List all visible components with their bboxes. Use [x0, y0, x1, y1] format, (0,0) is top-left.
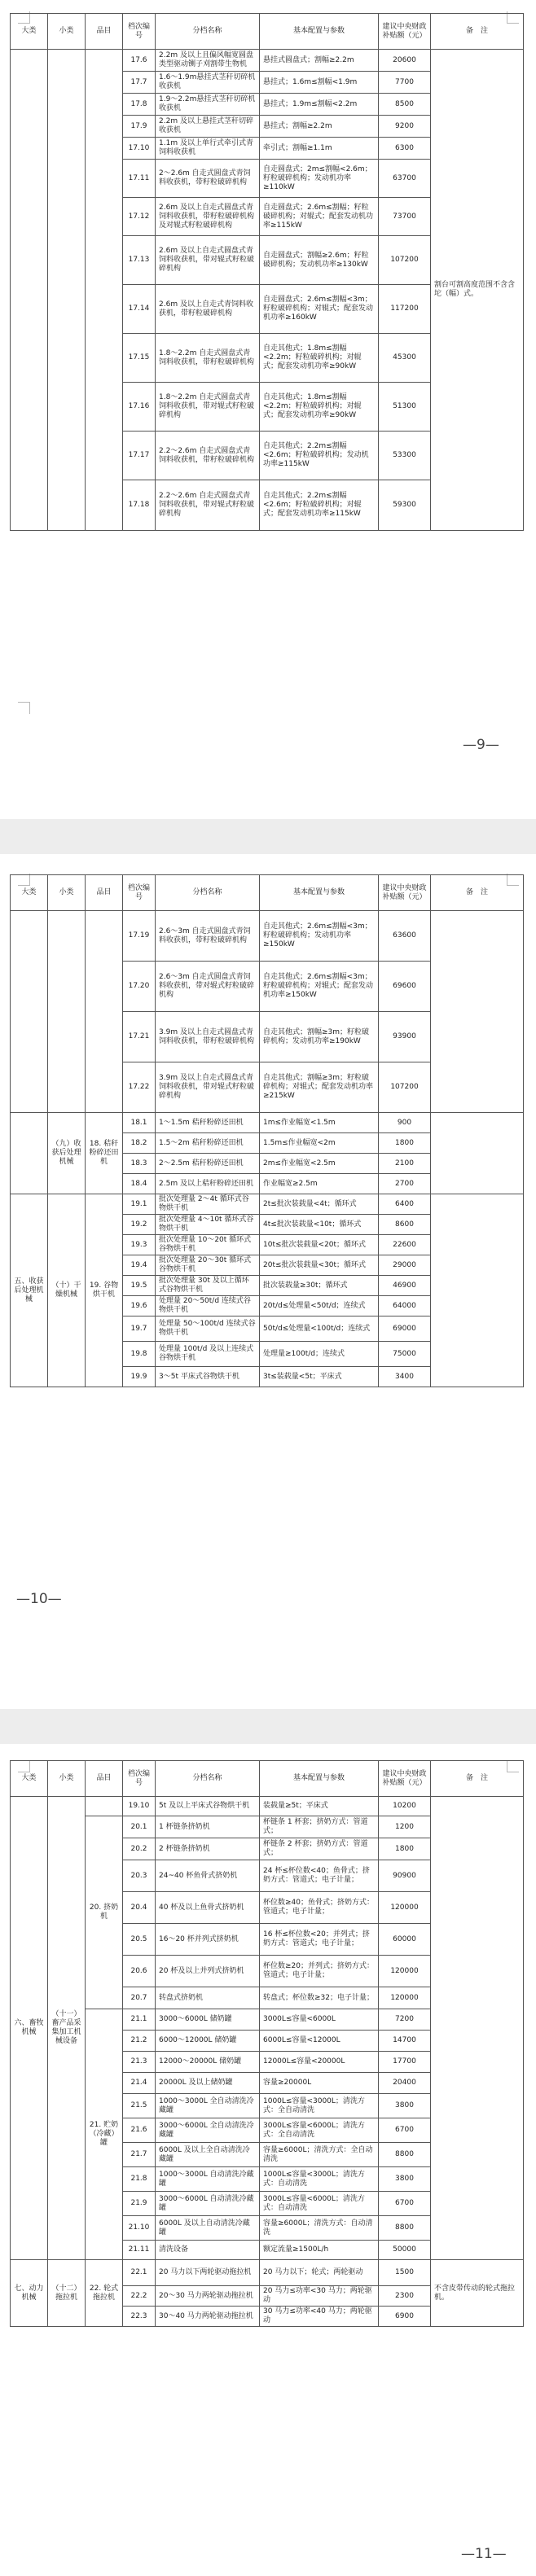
subsidy-amount: 7700 [379, 72, 431, 94]
grade-name: 3000～6000L 储奶罐 [156, 2009, 260, 2031]
grade-code: 19.8 [123, 1342, 156, 1367]
config-spec: 20t≤批次装载量<30t；循环式 [260, 1255, 379, 1276]
config-spec: 杯位数≥40；鱼骨式；挤奶方式：管道式；电子计量； [260, 1892, 379, 1924]
grade-code: 21.8 [123, 2167, 156, 2192]
config-spec: 悬挂式圆盘式；割幅≥2.2m [260, 50, 379, 72]
table-cell [48, 50, 86, 531]
table-cell [431, 911, 524, 1113]
grade-name: 1.1m 及以上单行式牵引式青饲料收获机 [156, 138, 260, 160]
subsidy-amount: 1500 [379, 2260, 431, 2286]
column-header: 档次编号 [123, 875, 156, 911]
grade-name: 3.9m 及以上自走式圆盘式青饲料收获机，带对辊式籽粒破碎机构 [156, 1062, 260, 1113]
config-spec: 2t≤批次装载量<4t；循环式 [260, 1194, 379, 1215]
table-row [11, 1113, 524, 1133]
config-spec: 容量≥6000L；清洗方式：自动清洗 [260, 2216, 379, 2241]
subsidy-amount: 9200 [379, 116, 431, 138]
table-cell [11, 50, 48, 531]
config-spec: 处理量≥100t/d；连续式 [260, 1342, 379, 1367]
grade-name: 批次处理量 4～10t 循环式谷物烘干机 [156, 1215, 260, 1235]
grade-code: 20.1 [123, 1816, 156, 1838]
grade-code: 17.6 [123, 50, 156, 72]
grade-code: 22.3 [123, 2307, 156, 2327]
config-spec: 自走其他式；2.2m≤割幅<2.6m；籽粒破碎机构；对辊式；配套发动机功率≥115kW [260, 480, 379, 531]
document-page-3 [0, 1744, 536, 2576]
grade-code: 21.9 [123, 2192, 156, 2216]
subsidy-amount: 10200 [379, 1797, 431, 1816]
grade-code: 19.1 [123, 1194, 156, 1215]
config-spec: 悬挂式；1.9m≤割幅<2.2m [260, 94, 379, 116]
subsidy-amount: 20400 [379, 2073, 431, 2094]
subsidy-amount: 1800 [379, 1133, 431, 1154]
config-spec: 50t/d≤处理量<100t/d；连续式 [260, 1316, 379, 1342]
subsidy-amount: 2700 [379, 1174, 431, 1194]
table-cell [86, 1797, 123, 1816]
category-cell: 七、动力机械 [11, 2260, 48, 2327]
table-cell [431, 1797, 524, 2260]
config-spec: 自走圆盘式；割幅≥2.6m；籽粒破碎机构；发动机功率≥130kW [260, 236, 379, 285]
config-spec: 3000L≤容量<6000L；清洗方式：自动清洗 [260, 2192, 379, 2216]
grade-code: 21.5 [123, 2094, 156, 2118]
subsidy-amount: 117200 [379, 285, 431, 334]
grade-name: 2～2.6m 自走式圆盘式青饲料收获机，带籽粒破碎机构 [156, 160, 260, 198]
config-spec: 自走圆盘式；2.6m≤割幅；籽粒破碎机构；对辊式；配套发动机功率≥115kW [260, 198, 379, 236]
page-number: —11— [461, 2546, 507, 2562]
grade-name: 2.2m 及以上悬挂式茎秆切碎收获机 [156, 116, 260, 138]
grade-code: 19.5 [123, 1276, 156, 1296]
subcategory-cell: （十）干燥机械 [48, 1194, 86, 1387]
table-row [11, 911, 524, 962]
grade-name: 2.2～2.6m 自走式圆盘式青饲料收获机，带籽粒破碎机构 [156, 432, 260, 480]
item-cell: 18. 秸秆粉碎还田机 [86, 1113, 123, 1194]
column-header: 备 注 [431, 1761, 524, 1797]
subsidy-amount: 75000 [379, 1342, 431, 1367]
subsidy-amount: 63600 [379, 911, 431, 962]
subsidy-amount: 69600 [379, 962, 431, 1012]
category-cell: 六、畜牧机械 [11, 1797, 48, 2260]
document-page-1 [0, 0, 536, 819]
grade-code: 17.19 [123, 911, 156, 962]
grade-code: 17.7 [123, 72, 156, 94]
grade-name: 3～5t 平床式谷物烘干机 [156, 1367, 260, 1387]
subsidy-amount: 64000 [379, 1296, 431, 1316]
grade-code: 17.20 [123, 962, 156, 1012]
config-spec: 自走其他式；2.6m≤割幅<3m；籽粒破碎机构；对辊式；配套发动机功率≥150kW [260, 962, 379, 1012]
grade-code: 19.4 [123, 1255, 156, 1276]
item-cell: 22. 轮式拖拉机 [86, 2260, 123, 2327]
table-header-row [11, 1761, 524, 1797]
grade-name: 1 杯链条挤奶机 [156, 1816, 260, 1838]
grade-name: 3.9m 及以上自走式圆盘式青饲料收获机，带籽粒破碎机构 [156, 1012, 260, 1062]
grade-name: 3000～6000L 自动清洗冷藏罐 [156, 2192, 260, 2216]
config-spec: 1m≤作业幅宽<1.5m [260, 1113, 379, 1133]
column-header: 基本配置与参数 [260, 1761, 379, 1797]
page-number: —10— [16, 1591, 62, 1607]
grade-name: 5t 及以上平床式谷物烘干机 [156, 1797, 260, 1816]
grade-name: 2.5m 及以上秸秆粉碎还田机 [156, 1174, 260, 1194]
column-header: 大类 [11, 14, 48, 50]
config-spec: 自走其他式；割幅≥3m；籽粒破碎机构；发动机功率≥190kW [260, 1012, 379, 1062]
remark-cell: 割台可割高度范围不含含坨（幅）式。 [431, 50, 524, 531]
config-spec: 自走其他式；割幅≥3m；籽粒破碎机构；对辊式；配套发动机功率≥215kW [260, 1062, 379, 1113]
grade-name: 批次处理量 10～20t 循环式谷物烘干机 [156, 1235, 260, 1255]
subsidy-table-page-1 [10, 13, 524, 531]
config-spec: 30 马力≤功率<40 马力；两轮驱动 [260, 2307, 379, 2327]
grade-name: 1.5～2m 秸秆粉碎还田机 [156, 1133, 260, 1154]
subsidy-amount: 29000 [379, 1255, 431, 1276]
config-spec: 杯链条 2 杯套；挤奶方式：管道式； [260, 1838, 379, 1860]
subsidy-amount: 6900 [379, 2307, 431, 2327]
config-spec: 2m≤作业幅宽<2.5m [260, 1154, 379, 1174]
grade-code: 20.7 [123, 1987, 156, 2009]
grade-code: 20.6 [123, 1956, 156, 1987]
table-row [11, 2260, 524, 2286]
grade-name: 40 杯及以上鱼骨式挤奶机 [156, 1892, 260, 1924]
subsidy-amount: 60000 [379, 1924, 431, 1956]
subsidy-amount: 6400 [379, 1194, 431, 1215]
table-cell [11, 1113, 48, 1194]
config-spec: 20 马力以下；轮式；两轮驱动 [260, 2260, 379, 2286]
config-spec: 10t≤批次装载量<20t；循环式 [260, 1235, 379, 1255]
config-spec: 20 马力≤功率<30 马力；两轮驱动 [260, 2286, 379, 2307]
grade-code: 19.3 [123, 1235, 156, 1255]
config-spec: 3t≤装载量<5t；平床式 [260, 1367, 379, 1387]
table-header-row [11, 875, 524, 911]
grade-name: 批次处理量 30t 及以上循环式谷物烘干机 [156, 1276, 260, 1296]
column-header: 基本配置与参数 [260, 875, 379, 911]
column-header: 小类 [48, 14, 86, 50]
grade-code: 21.11 [123, 2241, 156, 2260]
subsidy-amount: 20600 [379, 50, 431, 72]
subsidy-amount: 8500 [379, 94, 431, 116]
grade-code: 17.9 [123, 116, 156, 138]
column-header: 备 注 [431, 14, 524, 50]
grade-code: 17.16 [123, 383, 156, 432]
config-spec: 容量≥6000L；清洗方式：全自动清洗 [260, 2143, 379, 2167]
grade-code: 19.7 [123, 1316, 156, 1342]
grade-code: 18.4 [123, 1174, 156, 1194]
subsidy-amount: 2100 [379, 1154, 431, 1174]
subsidy-amount: 120000 [379, 1987, 431, 2009]
grade-name: 2.6m 及以上自走式青饲料收获机，带籽粒破碎机构 [156, 285, 260, 334]
grade-code: 17.14 [123, 285, 156, 334]
grade-name: 20 杯及以上并列式挤奶机 [156, 1956, 260, 1987]
grade-name: 20000L 及以上储奶罐 [156, 2073, 260, 2094]
grade-code: 20.3 [123, 1860, 156, 1892]
config-spec: 4t≤批次装载量<10t；循环式 [260, 1215, 379, 1235]
config-spec: 转盘式；杯位数≥32；电子计量； [260, 1987, 379, 2009]
config-spec: 杯链条 1 杯套；挤奶方式：管道式； [260, 1816, 379, 1838]
grade-code: 17.10 [123, 138, 156, 160]
grade-code: 19.9 [123, 1367, 156, 1387]
grade-name: 批次处理量 20～30t 循环式谷物烘干机 [156, 1255, 260, 1276]
config-spec: 悬挂式；1.6m≤割幅<1.9m [260, 72, 379, 94]
grade-code: 19.10 [123, 1797, 156, 1816]
config-spec: 6000L≤容量<12000L [260, 2031, 379, 2052]
grade-name: 批次处理量 2～4t 循环式谷物烘干机 [156, 1194, 260, 1215]
grade-name: 1000～3000L 全自动清洗冷藏罐 [156, 2094, 260, 2118]
grade-code: 20.5 [123, 1924, 156, 1956]
grade-code: 22.1 [123, 2260, 156, 2286]
grade-name: 1000～3000L 自动清洗冷藏罐 [156, 2167, 260, 2192]
crop-mark [18, 702, 30, 714]
grade-name: 处理量 50～100t/d 连续式谷物烘干机 [156, 1316, 260, 1342]
subsidy-amount: 45300 [379, 334, 431, 383]
grade-code: 20.4 [123, 1892, 156, 1924]
document-page-2 [0, 854, 536, 1709]
column-header: 大类 [11, 875, 48, 911]
config-spec: 自走圆盘式；2.6m≤割幅<3m；籽粒破碎机构；对辊式；配套发动机功率≥160kW [260, 285, 379, 334]
column-header: 备 注 [431, 875, 524, 911]
config-spec: 1000L≤容量<3000L；清洗方式：全自动清洗 [260, 2094, 379, 2118]
column-header: 品目 [86, 14, 123, 50]
grade-name: 处理量 20～50t/d 连续式谷物烘干机 [156, 1296, 260, 1316]
column-header: 建议中央财政补贴额（元） [379, 14, 431, 50]
grade-code: 18.3 [123, 1154, 156, 1174]
grade-name: 20～30 马力两轮驱动拖拉机 [156, 2286, 260, 2307]
subsidy-amount: 22600 [379, 1235, 431, 1255]
subsidy-amount: 6300 [379, 138, 431, 160]
table-row [11, 1797, 524, 1816]
subsidy-amount: 53300 [379, 432, 431, 480]
grade-name: 30～40 马力两轮驱动拖拉机 [156, 2307, 260, 2327]
grade-name: 2.6～3m 自走式圆盘式青饲料收获机，带对辊式籽粒破碎机构 [156, 962, 260, 1012]
subcategory-cell: （九）收获后处理机械 [48, 1113, 86, 1194]
subsidy-amount: 3400 [379, 1367, 431, 1387]
grade-code: 22.2 [123, 2286, 156, 2307]
config-spec: 自走其他式；1.8m≤割幅<2.2m；籽粒破碎机构；对辊式；配套发动机功率≥90kW [260, 334, 379, 383]
subsidy-amount: 50000 [379, 2241, 431, 2260]
page-number: —9— [463, 737, 499, 753]
config-spec: 杯位数≥20；并列式；挤奶方式：管道式；电子计量； [260, 1956, 379, 1987]
subsidy-amount: 2300 [379, 2286, 431, 2307]
category-cell: 五、收获后处理机械 [11, 1194, 48, 1387]
grade-name: 1.8～2.2m 自走式圆盘式青饲料收获机，带对辊式籽粒破碎机构 [156, 383, 260, 432]
grade-name: 24~40 杯鱼骨式挤奶机 [156, 1860, 260, 1892]
item-cell: 20. 挤奶机 [86, 1816, 123, 2009]
grade-name: 2.2m 及以上且偏风幅宽圆盘类型驱动铡子刈割带生物机 [156, 50, 260, 72]
subsidy-amount: 14700 [379, 2031, 431, 2052]
column-header: 建议中央财政补贴额（元） [379, 875, 431, 911]
grade-name: 6000L 及以上全自动清洗冷藏罐 [156, 2143, 260, 2167]
subsidy-amount: 8800 [379, 2143, 431, 2167]
grade-code: 21.3 [123, 2052, 156, 2073]
grade-code: 18.2 [123, 1133, 156, 1154]
subsidy-amount: 46900 [379, 1276, 431, 1296]
subsidy-amount: 59300 [379, 480, 431, 531]
grade-code: 19.6 [123, 1296, 156, 1316]
grade-name: 2 杯链条挤奶机 [156, 1838, 260, 1860]
grade-name: 6000～12000L 储奶罐 [156, 2031, 260, 2052]
grade-code: 18.1 [123, 1113, 156, 1133]
config-spec: 16 杯≤杯位数<20；并列式；挤奶方式：管道式；电子计量； [260, 1924, 379, 1956]
subsidy-amount: 8800 [379, 2216, 431, 2241]
config-spec: 3000L≤容量<6000L；清洗方式：全自动清洗 [260, 2118, 379, 2143]
table-cell [86, 50, 123, 531]
grade-code: 17.11 [123, 160, 156, 198]
column-header: 分档名称 [156, 1761, 260, 1797]
table-cell [431, 1194, 524, 1387]
grade-code: 17.12 [123, 198, 156, 236]
grade-name: 2.2～2.6m 自走式圆盘式青饲料收获机，带对辊式籽粒破碎机构 [156, 480, 260, 531]
table-cell [11, 911, 48, 1113]
remark-cell: 不含皮带传动的轮式拖拉机。 [431, 2260, 524, 2327]
config-spec: 自走圆盘式；2m≤割幅<2.6m；籽粒破碎机构；发动机功率≥110kW [260, 160, 379, 198]
subsidy-amount: 7200 [379, 2009, 431, 2031]
column-header: 建议中央财政补贴额（元） [379, 1761, 431, 1797]
subsidy-amount: 3800 [379, 2094, 431, 2118]
config-spec: 牵引式；割幅≥1.1m [260, 138, 379, 160]
column-header: 小类 [48, 1761, 86, 1797]
subcategory-cell: （十二）拖拉机 [48, 2260, 86, 2327]
grade-name: 1.6～1.9m悬挂式茎秆切碎机收获机 [156, 72, 260, 94]
config-spec: 20t/d≤处理量<50t/d；连续式 [260, 1296, 379, 1316]
column-header: 基本配置与参数 [260, 14, 379, 50]
grade-code: 21.10 [123, 2216, 156, 2241]
table-header-row [11, 14, 524, 50]
grade-name: 处理量 100t/d 及以上连续式谷物烘干机 [156, 1342, 260, 1367]
config-spec: 24 杯≤杯位数<40；鱼骨式；挤奶方式：管道式；电子计量； [260, 1860, 379, 1892]
subsidy-amount: 107200 [379, 236, 431, 285]
column-header: 大类 [11, 1761, 48, 1797]
grade-code: 17.18 [123, 480, 156, 531]
grade-code: 21.7 [123, 2143, 156, 2167]
subsidy-amount: 900 [379, 1113, 431, 1133]
table-cell [86, 911, 123, 1113]
config-spec: 自走其他式；2.2m≤割幅<2.6m；籽粒破碎机构；发动机功率≥115kW [260, 432, 379, 480]
grade-name: 2.6～3m 自走式圆盘式青饲料收获机，带籽粒破碎机构 [156, 911, 260, 962]
grade-name: 1～1.5m 秸秆粉碎还田机 [156, 1113, 260, 1133]
column-header: 品目 [86, 875, 123, 911]
grade-name: 12000～20000L 储奶罐 [156, 2052, 260, 2073]
grade-name: 清洗设备 [156, 2241, 260, 2260]
table-cell [431, 1113, 524, 1194]
grade-name: 16～20 杯并列式挤奶机 [156, 1924, 260, 1956]
subsidy-amount: 3800 [379, 2167, 431, 2192]
config-spec: 额定流量≥1500L/h [260, 2241, 379, 2260]
grade-name: 2～2.5m 秸秆粉碎还田机 [156, 1154, 260, 1174]
config-spec: 3000L≤容量<6000L [260, 2009, 379, 2031]
subsidy-table-page-2 [10, 874, 524, 1387]
table-cell [48, 911, 86, 1113]
config-spec: 悬挂式；割幅≥2.2m [260, 116, 379, 138]
table-row [11, 50, 524, 72]
config-spec: 1.5m≤作业幅宽<2m [260, 1133, 379, 1154]
subsidy-amount: 69000 [379, 1316, 431, 1342]
grade-code: 17.15 [123, 334, 156, 383]
config-spec: 批次装载量≥30t；循环式 [260, 1276, 379, 1296]
subsidy-amount: 1200 [379, 1816, 431, 1838]
subsidy-amount: 120000 [379, 1956, 431, 1987]
config-spec: 1000L≤容量<3000L；清洗方式：自动清洗 [260, 2167, 379, 2192]
grade-code: 21.4 [123, 2073, 156, 2094]
subsidy-amount: 17700 [379, 2052, 431, 2073]
grade-name: 1.8～2.2m 自走式圆盘式青饲料收获机，带籽粒破碎机构 [156, 334, 260, 383]
grade-name: 3000～6000L 全自动清洗冷藏罐 [156, 2118, 260, 2143]
item-cell: 21. 贮奶（冷藏）罐 [86, 2009, 123, 2260]
grade-name: 20 马力以下两轮驱动拖拉机 [156, 2260, 260, 2286]
subsidy-amount: 8600 [379, 1215, 431, 1235]
grade-code: 17.17 [123, 432, 156, 480]
grade-name: 2.6m 及以上自走式圆盘式青饲料收获机，带对辊式籽粒破碎机构 [156, 236, 260, 285]
column-header: 小类 [48, 875, 86, 911]
subsidy-amount: 51300 [379, 383, 431, 432]
subsidy-table-page-3 [10, 1760, 524, 2327]
column-header: 分档名称 [156, 875, 260, 911]
subsidy-amount: 6700 [379, 2118, 431, 2143]
subcategory-cell: （十一）畜产品采集加工机械设备 [48, 1797, 86, 2260]
grade-name: 转盘式挤奶机 [156, 1987, 260, 2009]
grade-name: 6000L 及以上自动清洗冷藏罐 [156, 2216, 260, 2241]
grade-code: 20.2 [123, 1838, 156, 1860]
subsidy-amount: 6700 [379, 2192, 431, 2216]
subsidy-amount: 120000 [379, 1892, 431, 1924]
subsidy-amount: 107200 [379, 1062, 431, 1113]
config-spec: 装载量≥5t；平床式 [260, 1797, 379, 1816]
config-spec: 自走其他式；2.6m≤割幅<3m；籽粒破碎机构；发动机功率≥150kW [260, 911, 379, 962]
grade-code: 21.1 [123, 2009, 156, 2031]
column-header: 品目 [86, 1761, 123, 1797]
config-spec: 12000L≤容量<20000L [260, 2052, 379, 2073]
grade-code: 17.21 [123, 1012, 156, 1062]
config-spec: 自走其他式；1.8m≤割幅<2.2m；籽粒破碎机构；对辊式；配套发动机功率≥90kW [260, 383, 379, 432]
column-header: 档次编号 [123, 1761, 156, 1797]
grade-code: 17.8 [123, 94, 156, 116]
subsidy-amount: 93900 [379, 1012, 431, 1062]
grade-name: 1.9～2.2m悬挂式茎秆切碎机收获机 [156, 94, 260, 116]
subsidy-amount: 1800 [379, 1838, 431, 1860]
grade-name: 2.6m 及以上自走式圆盘式青饲料收获机，带籽粒破碎机构及对辊式籽粒破碎机构 [156, 198, 260, 236]
grade-code: 21.6 [123, 2118, 156, 2143]
column-header: 分档名称 [156, 14, 260, 50]
config-spec: 作业幅宽≥2.5m [260, 1174, 379, 1194]
grade-code: 21.2 [123, 2031, 156, 2052]
grade-code: 17.22 [123, 1062, 156, 1113]
config-spec: 容量≥20000L [260, 2073, 379, 2094]
grade-code: 17.13 [123, 236, 156, 285]
table-row [11, 1194, 524, 1215]
item-cell: 19. 谷物烘干机 [86, 1194, 123, 1387]
column-header: 档次编号 [123, 14, 156, 50]
subsidy-amount: 63700 [379, 160, 431, 198]
subsidy-amount: 90900 [379, 1860, 431, 1892]
subsidy-amount: 73700 [379, 198, 431, 236]
grade-code: 19.2 [123, 1215, 156, 1235]
